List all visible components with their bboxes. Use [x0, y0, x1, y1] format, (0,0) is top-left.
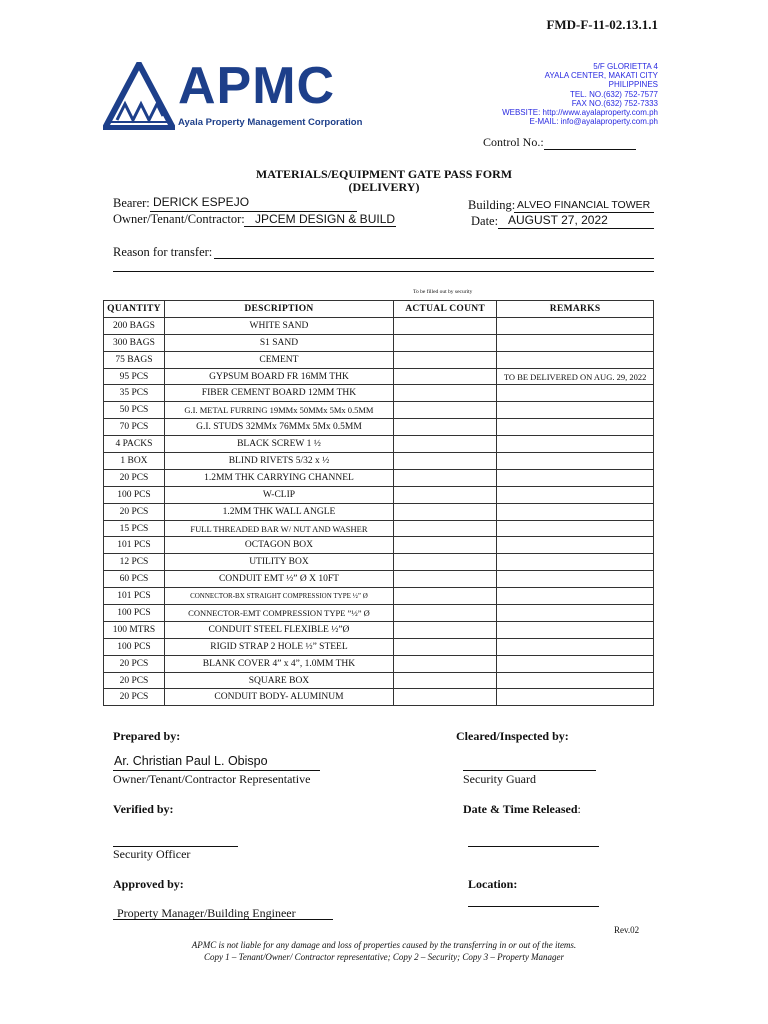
table-header-row [104, 301, 654, 318]
table-row [104, 638, 654, 655]
bearer-value: DERICK ESPEJO [153, 195, 250, 209]
actual-count-cell[interactable] [394, 402, 497, 419]
approved-by-signature-line [113, 919, 333, 920]
revision: Rev.02 [614, 925, 640, 935]
table-row [104, 588, 654, 605]
quantity-cell: 20 PCS [104, 655, 165, 672]
remarks-cell [497, 672, 654, 689]
prepared-by-signature-line [113, 770, 320, 771]
remarks-cell [497, 317, 654, 334]
actual-count-cell[interactable] [394, 436, 497, 453]
remarks-cell [497, 621, 654, 638]
cleared-by-role: Security Guard [463, 772, 536, 786]
location-label: Location: [468, 877, 518, 891]
table-row [104, 368, 654, 385]
actual-count-cell[interactable] [394, 334, 497, 351]
quantity-cell: 12 PCS [104, 554, 165, 571]
items-table [103, 300, 654, 706]
description-cell: BLIND RIVETS 5/32 x ½ [164, 453, 393, 470]
cleared-by-signature-line[interactable] [463, 770, 596, 771]
quantity-cell: 50 PCS [104, 402, 165, 419]
table-row [104, 453, 654, 470]
description-cell: 1.2MM THK CARRYING CHANNEL [164, 469, 393, 486]
remarks-cell [497, 385, 654, 402]
quantity-cell: 15 PCS [104, 520, 165, 537]
released-label-text: Date & Time Released [463, 802, 578, 816]
actual-count-cell[interactable] [394, 469, 497, 486]
actual-count-cell[interactable] [394, 554, 497, 571]
fax-line: FAX NO.(632) 752-7333 [571, 98, 658, 108]
remarks-cell [497, 419, 654, 436]
actual-count-cell[interactable] [394, 655, 497, 672]
bearer-label: Bearer: [113, 196, 150, 210]
apmc-logo-icon [103, 62, 175, 130]
actual-count-cell[interactable] [394, 503, 497, 520]
table-row [104, 605, 654, 622]
table-row [104, 571, 654, 588]
reason-label: Reason for transfer: [113, 245, 213, 259]
building-label: Building: [468, 198, 516, 212]
actual-count-cell[interactable] [394, 605, 497, 622]
building-value: ALVEO FINANCIAL TOWER [517, 199, 651, 211]
table-row [104, 419, 654, 436]
quantity-cell: 100 MTRS [104, 621, 165, 638]
actual-count-cell[interactable] [394, 368, 497, 385]
description-cell: G.I. STUDS 32MMx 76MMx 5Mx 0.5MM [164, 419, 393, 436]
description-cell: UTILITY BOX [164, 554, 393, 571]
form-title: MATERIALS/EQUIPMENT GATE PASS FORM [255, 167, 513, 181]
description-cell: CONDUIT STEEL FLEXIBLE ½”Ø [164, 621, 393, 638]
actual-count-cell[interactable] [394, 385, 497, 402]
actual-count-cell[interactable] [394, 351, 497, 368]
quantity-cell: 95 PCS [104, 368, 165, 385]
description-cell: SQUARE BOX [164, 672, 393, 689]
quantity-cell: 100 PCS [104, 638, 165, 655]
security-note: To be filled out by security [413, 289, 473, 295]
quantity-cell: 20 PCS [104, 503, 165, 520]
actual-count-cell[interactable] [394, 520, 497, 537]
remarks-cell [497, 537, 654, 554]
remarks-cell [497, 486, 654, 503]
header-remarks: REMARKS [497, 301, 654, 318]
description-cell: S1 SAND [164, 334, 393, 351]
owner-value: JPCEM DESIGN & BUILD [255, 212, 396, 226]
form-code: FMD-F-11-02.13.1.1 [546, 17, 658, 32]
cleared-by-label: Cleared/Inspected by: [456, 729, 569, 743]
prepared-by-name: Ar. Christian Paul L. Obispo [114, 754, 268, 768]
table-row [104, 402, 654, 419]
remarks-cell [497, 334, 654, 351]
remarks-cell [497, 638, 654, 655]
quantity-cell: 100 PCS [104, 605, 165, 622]
quantity-cell: 200 BAGS [104, 317, 165, 334]
logo-subtitle: Ayala Property Management Corporation [178, 117, 363, 128]
table-row [104, 672, 654, 689]
date-time-released-label [463, 802, 581, 817]
remarks-cell [497, 351, 654, 368]
quantity-cell: 20 PCS [104, 672, 165, 689]
remarks-cell [497, 605, 654, 622]
quantity-cell: 300 BAGS [104, 334, 165, 351]
table-row [104, 537, 654, 554]
table-row [104, 503, 654, 520]
actual-count-cell[interactable] [394, 588, 497, 605]
actual-count-cell[interactable] [394, 689, 497, 706]
remarks-cell [497, 554, 654, 571]
quantity-cell: 60 PCS [104, 571, 165, 588]
description-cell: CONNECTOR-EMT COMPRESSION TYPE ”½” Ø [164, 605, 393, 622]
control-no-label: Control No.: [483, 135, 544, 149]
owner-label: Owner/Tenant/Contractor: [113, 212, 245, 226]
quantity-cell: 101 PCS [104, 537, 165, 554]
description-cell: FIBER CEMENT BOARD 12MM THK [164, 385, 393, 402]
remarks-cell [497, 655, 654, 672]
address-line: PHILIPPINES [608, 80, 658, 90]
remarks-cell [497, 588, 654, 605]
actual-count-cell[interactable] [394, 537, 497, 554]
control-no [483, 135, 636, 150]
remarks-cell [497, 453, 654, 470]
actual-count-cell[interactable] [394, 419, 497, 436]
remarks-cell [497, 469, 654, 486]
quantity-cell: 100 PCS [104, 486, 165, 503]
description-cell: RIGID STRAP 2 HOLE ½” STEEL [164, 638, 393, 655]
remarks-cell [497, 689, 654, 706]
description-cell: WHITE SAND [164, 317, 393, 334]
description-cell: CEMENT [164, 351, 393, 368]
control-no-field[interactable] [544, 137, 636, 150]
description-cell: OCTAGON BOX [164, 537, 393, 554]
header-actual-count: ACTUAL COUNT [394, 301, 497, 318]
description-cell: CONDUIT BODY- ALUMINUM [164, 689, 393, 706]
quantity-cell: 101 PCS [104, 588, 165, 605]
prepared-by-label: Prepared by: [113, 729, 181, 743]
actual-count-cell[interactable] [394, 571, 497, 588]
reason-line-1[interactable] [214, 258, 654, 259]
description-cell: BLANK COVER 4” x 4”, 1.0MM THK [164, 655, 393, 672]
description-cell: FULL THREADED BAR W/ NUT AND WASHER [164, 520, 393, 537]
table-row [104, 655, 654, 672]
quantity-cell: 1 BOX [104, 453, 165, 470]
description-cell: G.I. METAL FURRING 19MMx 50MMx 5Mx 0.5MM [164, 402, 393, 419]
copy-distribution: Copy 1 – Tenant/Owner/ Contractor representative; Copy 2 – Security; Copy 3 – Property Manager [203, 952, 565, 962]
released-field-line[interactable] [468, 846, 599, 847]
actual-count-cell[interactable] [394, 486, 497, 503]
table-row [104, 334, 654, 351]
actual-count-cell[interactable] [394, 317, 497, 334]
description-cell: GYPSUM BOARD FR 16MM THK [164, 368, 393, 385]
location-field-line[interactable] [468, 906, 599, 907]
actual-count-cell[interactable] [394, 672, 497, 689]
table-row [104, 621, 654, 638]
remarks-cell [497, 571, 654, 588]
quantity-cell: 35 PCS [104, 385, 165, 402]
description-cell: W-CLIP [164, 486, 393, 503]
table-row [104, 689, 654, 706]
form-subtitle: (DELIVERY) [348, 180, 420, 194]
approved-by-label: Approved by: [113, 877, 184, 891]
actual-count-cell[interactable] [394, 453, 497, 470]
quantity-cell: 20 PCS [104, 469, 165, 486]
owner-underline [244, 226, 396, 227]
header-description: DESCRIPTION [164, 301, 393, 318]
verified-by-role: Security Officer [113, 847, 191, 861]
remarks-cell: TO BE DELIVERED ON AUG. 29, 2022 [497, 368, 654, 385]
table-row [104, 486, 654, 503]
description-cell: BLACK SCREW 1 ½ [164, 436, 393, 453]
remarks-cell [497, 402, 654, 419]
description-cell: CONDUIT EMT ½” Ø X 10FT [164, 571, 393, 588]
table-row [104, 351, 654, 368]
table-row [104, 469, 654, 486]
quantity-cell: 75 BAGS [104, 351, 165, 368]
quantity-cell: 20 PCS [104, 689, 165, 706]
date-label: Date: [471, 214, 499, 228]
contact-block [502, 62, 658, 126]
quantity-cell: 4 PACKS [104, 436, 165, 453]
logo-wordmark: APMC [178, 57, 336, 115]
address-line: AYALA CENTER, MAKATI CITY [544, 71, 658, 81]
approved-by-role: Property Manager/Building Engineer [117, 906, 296, 920]
tel-line: TEL. NO.(632) 752-7577 [569, 89, 658, 99]
description-cell: 1.2MM THK WALL ANGLE [164, 503, 393, 520]
description-cell: CONNECTOR-BX STRAIGHT COMPRESSION TYPE ½” Ø [164, 588, 393, 605]
liability-disclaimer: APMC is not liable for any damage and loss of properties caused by the transferring in or out of the items. [191, 940, 577, 950]
website-line: WEBSITE: http://www.ayalaproperty.com.ph [502, 108, 658, 118]
actual-count-cell[interactable] [394, 638, 497, 655]
table-row [104, 385, 654, 402]
table-row [104, 554, 654, 571]
verified-by-label: Verified by: [113, 802, 174, 816]
released-colon: : [577, 802, 581, 816]
quantity-cell: 70 PCS [104, 419, 165, 436]
table-row [104, 317, 654, 334]
remarks-cell [497, 503, 654, 520]
email-line: E-MAIL: info@ayalaproperty.com.ph [529, 117, 658, 127]
header-quantity: QUANTITY [104, 301, 165, 318]
actual-count-cell[interactable] [394, 621, 497, 638]
table-row [104, 436, 654, 453]
table-row [104, 520, 654, 537]
date-underline [498, 228, 654, 229]
address-line: 5/F GLORIETTA 4 [593, 62, 658, 71]
prepared-by-role: Owner/Tenant/Contractor Representative [113, 772, 311, 786]
remarks-cell [497, 520, 654, 537]
date-value: AUGUST 27, 2022 [508, 213, 608, 227]
remarks-cell [497, 436, 654, 453]
reason-line-2[interactable] [113, 271, 654, 272]
